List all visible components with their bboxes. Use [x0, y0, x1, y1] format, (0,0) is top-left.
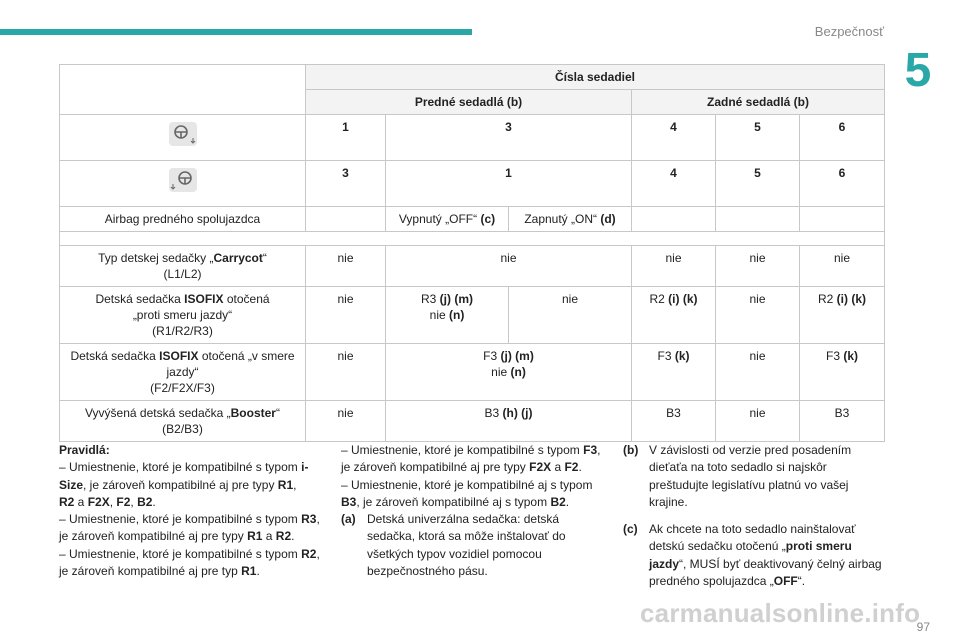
table-cell: nie [716, 287, 800, 344]
rule-4: – Umiestnenie, ktoré je kompatibilné s typom F3, je zároveň kompatibilné aj pre typy F2X a F2. [341, 443, 601, 475]
seat-number: 4 [632, 115, 716, 161]
table-cell: nie [800, 246, 885, 287]
isofix-fwd-label: Detská sedačka ISOFIX otočená „v smere jazdy“ (F2/F2X/F3) [60, 344, 306, 401]
note-text: Detská univerzálna sedačka: detská sedačka, ktorá sa môže inštalovať do všetkých typov vozidiel pomocou bezpečnostného pásu. [367, 512, 566, 579]
seat-number: 3 [306, 161, 386, 207]
steering-wheel-seat-icon [168, 121, 198, 147]
note-b [623, 442, 885, 511]
seat-number: 6 [800, 161, 885, 207]
seat-number: 1 [306, 115, 386, 161]
carrycot-label: Typ detskej sedačky „Carrycot“ (L1/L2) [60, 246, 306, 287]
table-title: Čísla sedadiel [306, 65, 885, 90]
header-accent-bar [0, 29, 472, 35]
seat-number: 4 [632, 161, 716, 207]
isofix-rev-label: Detská sedačka ISOFIX otočená „proti smeru jazdy“ (R1/R2/R3) [60, 287, 306, 344]
rules-column [59, 442, 321, 580]
rule-3: – Umiestnenie, ktoré je kompatibilné s typom R2, je zároveň kompatibilné aj pre typ R1. [59, 546, 320, 579]
seat-number: 3 [386, 115, 632, 161]
table-cell: nie [306, 246, 386, 287]
seat-table [59, 64, 885, 442]
table-cell: R3 (j) (m) nie (n) [386, 287, 509, 344]
table-cell: B3 (h) (j) [386, 401, 632, 442]
seat-number: 5 [716, 115, 800, 161]
chapter-number: 5 [904, 44, 932, 97]
airbag-on: Zapnutý „ON“ (d) [509, 207, 632, 232]
seat-number: 1 [386, 161, 632, 207]
seat-number: 5 [716, 161, 800, 207]
table-cell: B3 [800, 401, 885, 442]
table-cell: nie [306, 401, 386, 442]
note-key: (c) [623, 522, 638, 537]
rule-2: – Umiestnenie, ktoré je kompatibilné s typom R3, je zároveň kompatibilné aj pre typy R1 a R2. [59, 512, 320, 544]
seat-icon-cell [60, 161, 306, 207]
note-key: (a) [341, 512, 356, 527]
steering-wheel-seat-icon [168, 167, 198, 193]
table-cell: nie [716, 344, 800, 401]
rule-1: – Umiestnenie, ktoré je kompatibilné s typom i-Size, je zároveň kompatibilné aj pre typy R1, R2 a F2X, F2, B2. [59, 460, 309, 509]
table-cell: nie [386, 246, 632, 287]
table-cell: R2 (i) (k) [800, 287, 885, 344]
note-a [341, 511, 603, 580]
page-number: 97 [916, 620, 930, 634]
rules-column-2 [341, 442, 603, 586]
booster-label: Vyvýšená detská sedačka „Booster“ (B2/B3) [60, 401, 306, 442]
seat-number: 6 [800, 115, 885, 161]
note-c [623, 521, 885, 590]
seat-icon-cell [60, 115, 306, 161]
table-cell: nie [632, 246, 716, 287]
table-cell: R2 (i) (k) [632, 287, 716, 344]
rear-seats-header: Zadné sedadlá (b) [632, 90, 885, 115]
table-cell: nie [716, 246, 800, 287]
notes-column [623, 442, 885, 596]
table-cell: nie [306, 287, 386, 344]
airbag-off: Vypnutý „OFF“ (c) [386, 207, 509, 232]
table-cell: B3 [632, 401, 716, 442]
table-cell: nie [306, 344, 386, 401]
table-cell: nie [716, 401, 800, 442]
airbag-label: Airbag predného spolujazdca [60, 207, 306, 232]
table-cell: F3 (k) [800, 344, 885, 401]
note-text: Ak chcete na toto sedadlo nainštalovať detskú sedačku otočenú „proti smeru jazdy“, MUSÍ byť deaktivovaný čelný airbag predného spolujazdca „OFF“. [649, 522, 882, 589]
front-seats-header: Predné sedadlá (b) [306, 90, 632, 115]
table-cell: F3 (k) [632, 344, 716, 401]
rules-title: Pravidlá: [59, 443, 110, 457]
table-cell: nie [509, 287, 632, 344]
note-text: V závislosti od verzie pred posadením dieťaťa na toto sedadlo si najskôr preštudujte legislatívu platnú vo vašej krajine. [649, 443, 852, 509]
section-title: Bezpečnosť [814, 24, 884, 39]
note-key: (b) [623, 443, 639, 457]
rule-5: – Umiestnenie, ktoré je kompatibilné aj s typom B3, je zároveň kompatibilné aj s typom B2. [341, 477, 593, 509]
table-cell: F3 (j) (m) nie (n) [386, 344, 632, 401]
watermark: carmanualsonline.info [640, 598, 921, 628]
table-spacer-row [60, 232, 885, 246]
